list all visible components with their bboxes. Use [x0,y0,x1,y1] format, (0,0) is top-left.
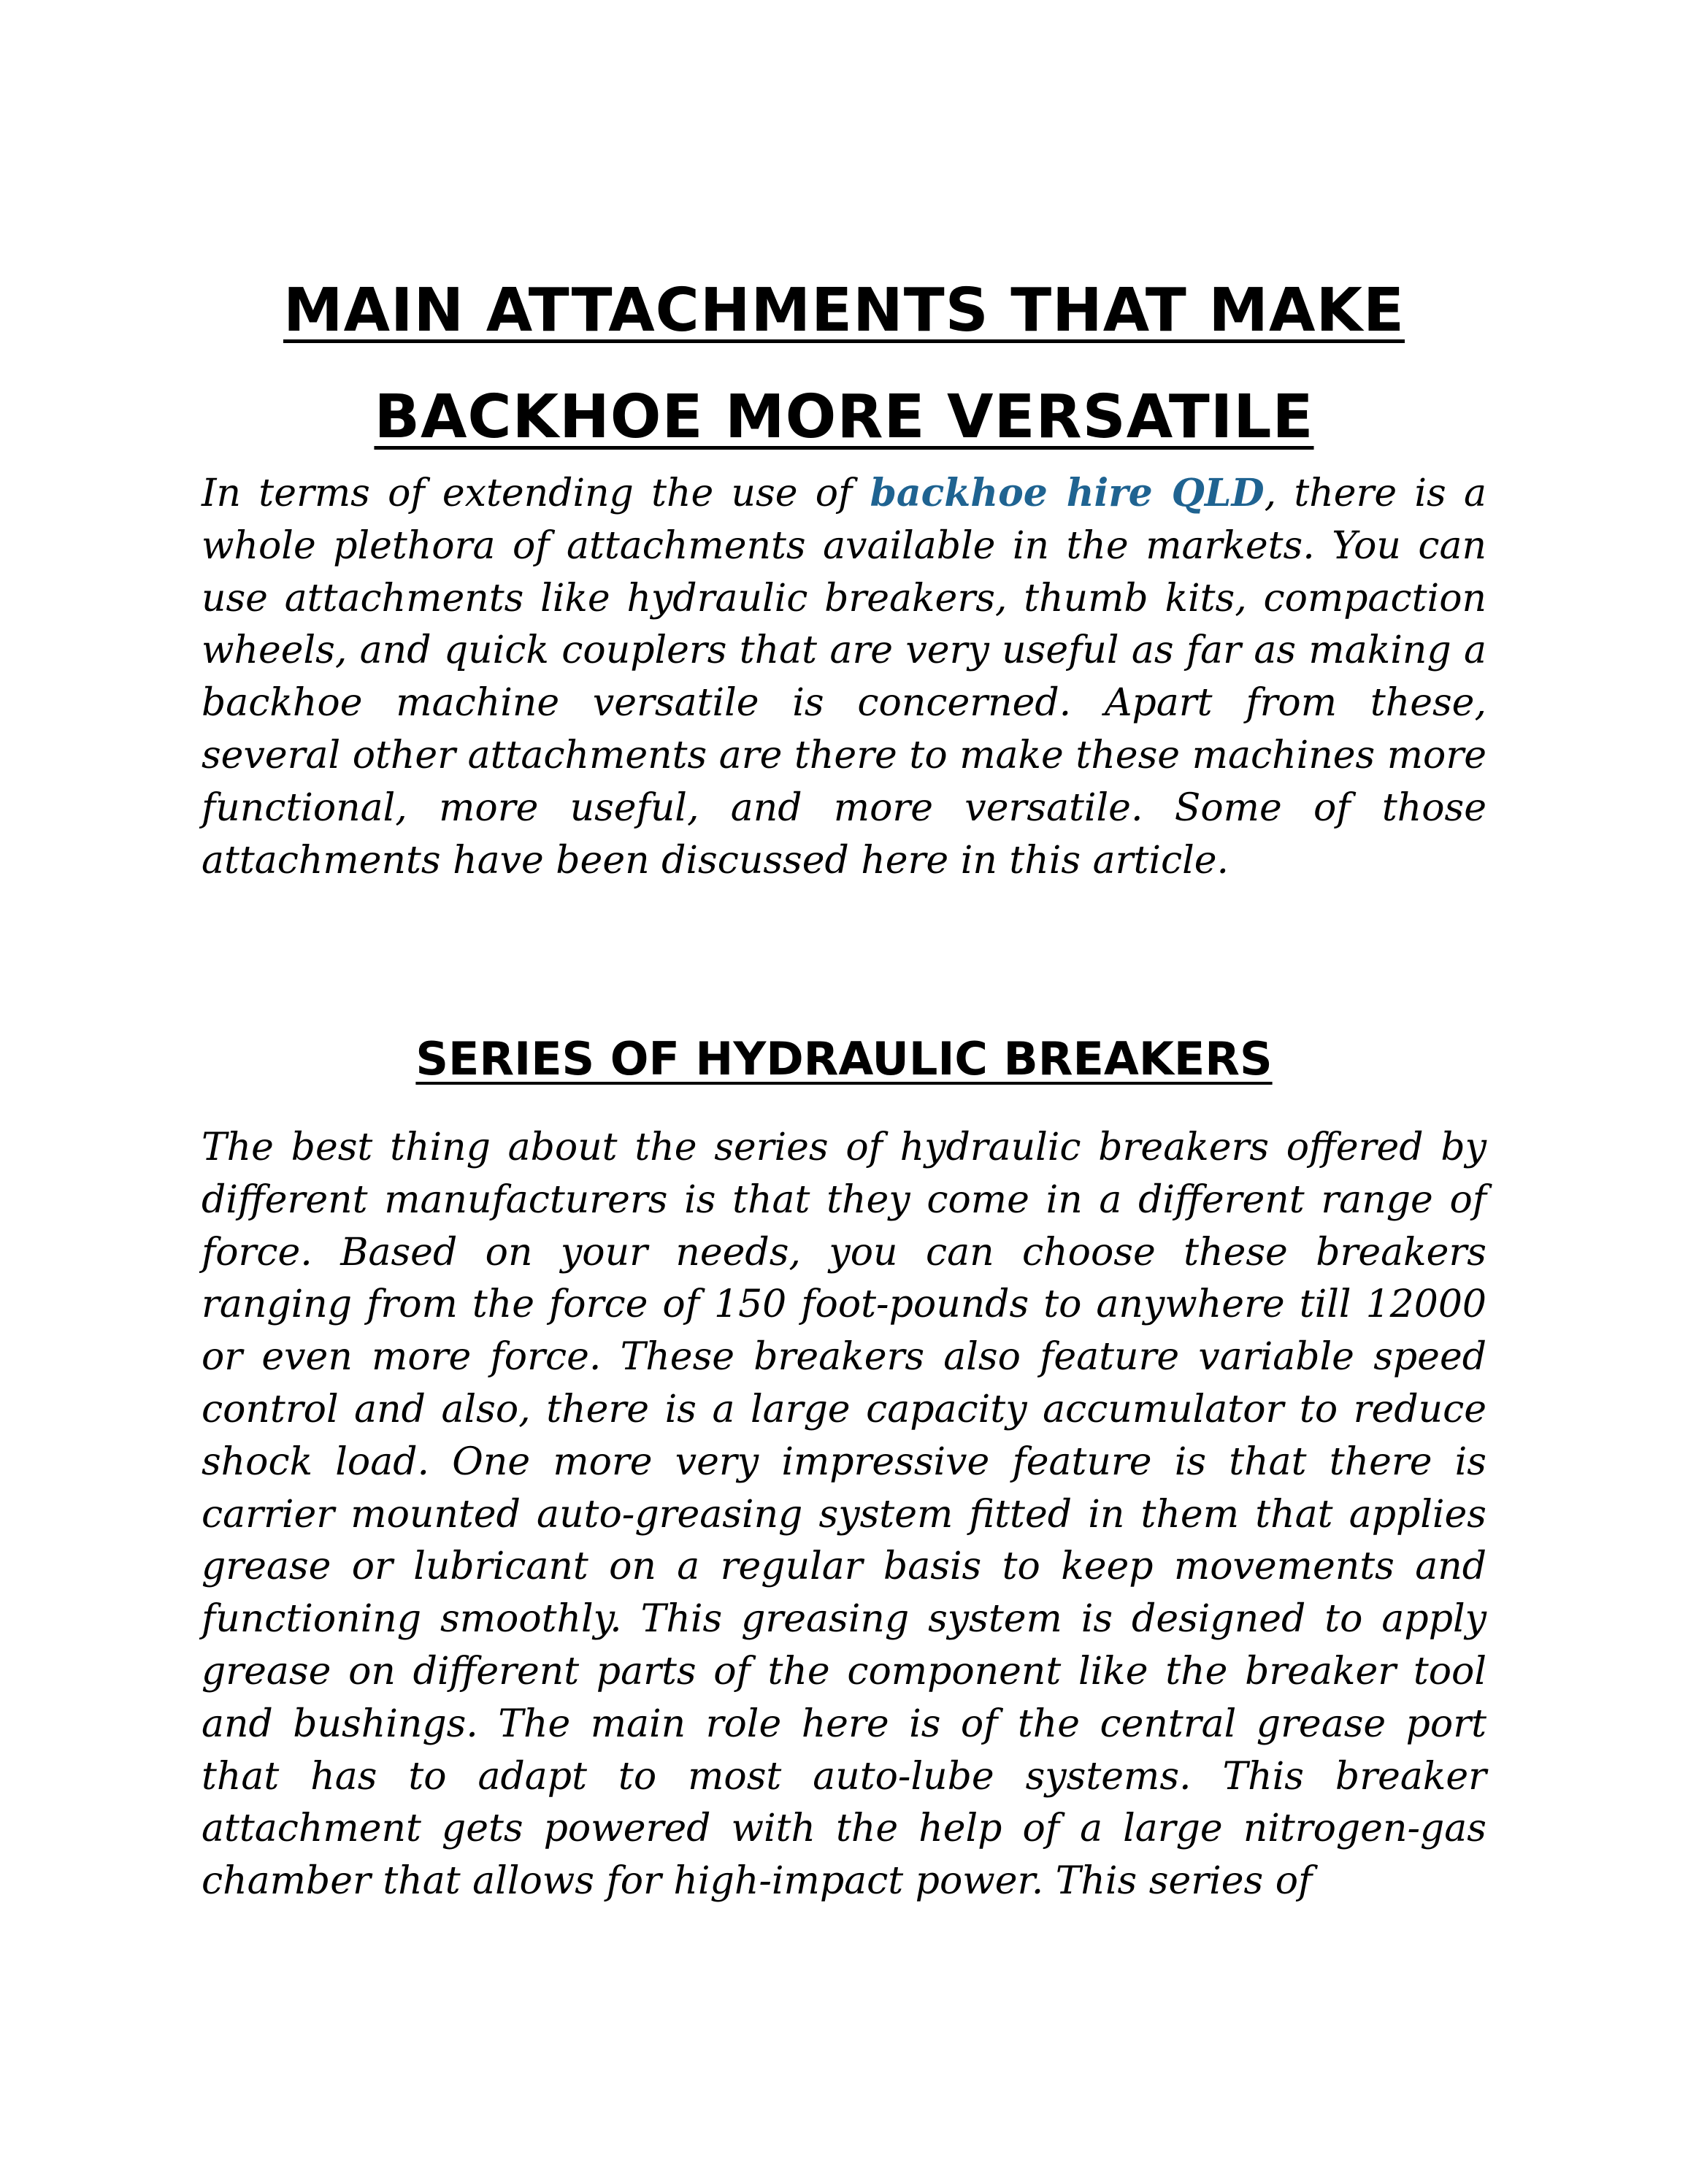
page-title-line-1: MAIN ATTACHMENTS THAT MAKE [283,275,1405,345]
section-heading-text: SERIES OF HYDRAULIC BREAKERS [415,1032,1273,1086]
backhoe-hire-link[interactable]: backhoe hire QLD [870,471,1265,515]
intro-paragraph [202,467,1486,887]
intro-text-after-link: , there is a whole plethora of attachments available in the markets. You can use attachments like hydraulic breakers, thumb kits, compaction wheels, and quick couplers that are very useful as far as making a backhoe machine versatile is concerned. Apart from these, several other attachments are there to make these machines more functional, more useful, and more versatile. Some of those attachments have been discussed here in this article. [202,472,1486,883]
section-body-paragraph: The best thing about the series of hydraulic breakers offered by different manufacturers is that they come in a different range of force. Based on your needs, you can choose these breakers ranging from the force of 150 foot-pounds to anywhere till 12000 or even more force. These breakers also feature variable speed control and also, there is a large capacity accumulator to reduce shock load. One more very impressive feature is that there is carrier mounted auto-greasing system fitted in them that applies grease or lubricant on a regular basis to keep movements and functioning smoothly. This greasing system is designed to apply grease on different parts of the component like the breaker tool and bushings. The main role here is of the central grease port that has to adapt to most auto-lube systems. This breaker attachment gets powered with the help of a large nitrogen-gas chamber that allows for high-impact power. This series of [202,1126,1486,1904]
intro-text-before-link: In terms of extending the use of [202,472,870,515]
page-title [202,258,1486,471]
section-heading-hydraulic-breakers [202,1019,1486,1099]
page-title-line-2: BACKHOE MORE VERSATILE [374,382,1314,452]
